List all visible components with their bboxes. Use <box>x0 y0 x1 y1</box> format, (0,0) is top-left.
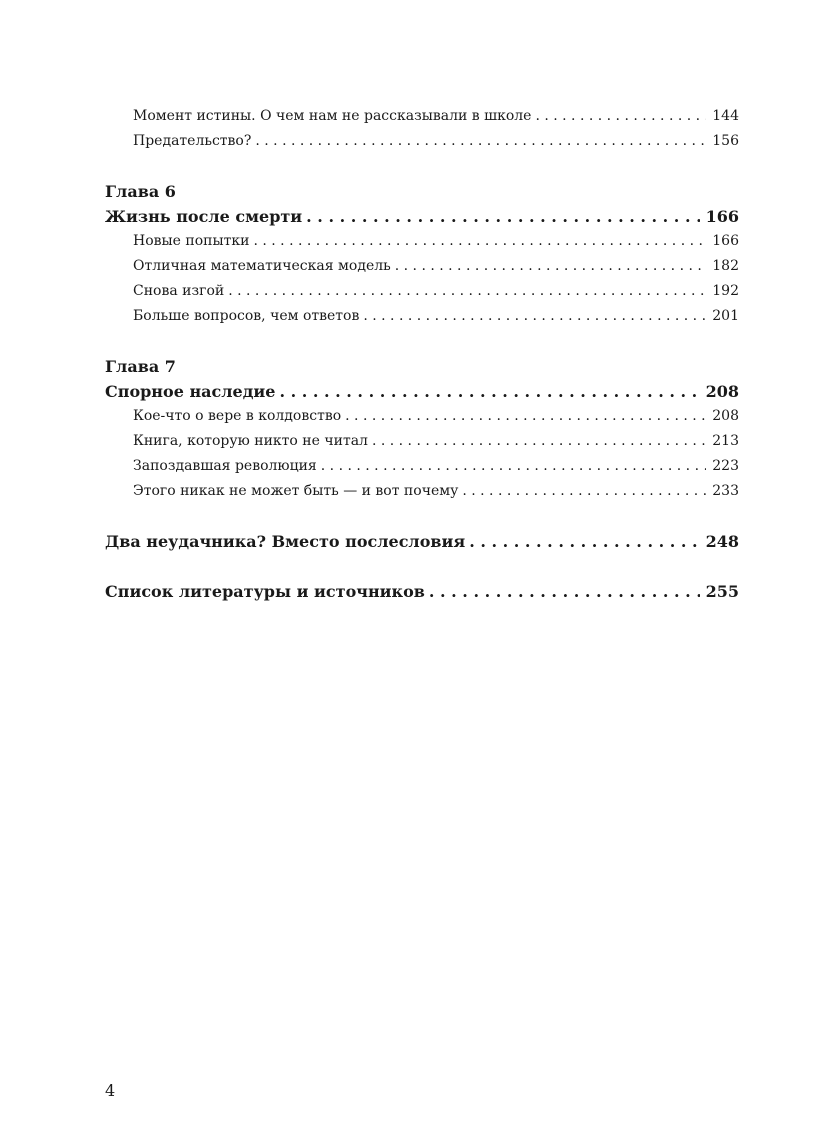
afterword-title: Два неудачника? Вместо послесловия <box>105 532 466 551</box>
bibliography-entry[interactable] <box>105 579 739 604</box>
toc-entry-title: Предательство? <box>133 133 252 149</box>
dot-leader <box>253 229 706 254</box>
dot-leader <box>429 579 700 604</box>
toc-entry-title: Больше вопросов, чем ответов <box>133 308 360 324</box>
toc-entry-title: Снова изгой <box>133 283 225 299</box>
chapter-6-label: Глава 6 <box>105 182 176 201</box>
toc-entry[interactable] <box>105 454 739 479</box>
toc-entry[interactable] <box>105 104 739 129</box>
dot-leader <box>306 204 699 229</box>
toc-entry-title: Отличная математическая модель <box>133 258 391 274</box>
toc-entry-page: 208 <box>712 408 739 424</box>
chapter-6-entry[interactable] <box>105 204 739 229</box>
toc-entry-title: Новые попытки <box>133 233 250 249</box>
toc-entry[interactable] <box>105 429 739 454</box>
chapter-page: 166 <box>705 207 739 226</box>
spacer <box>105 154 739 179</box>
chapter-7-entry[interactable] <box>105 379 739 404</box>
toc-entry-page: 144 <box>712 108 739 124</box>
toc-entry-page: 201 <box>712 308 739 324</box>
dot-leader <box>321 454 707 479</box>
spacer <box>105 554 739 579</box>
toc-entry[interactable] <box>105 129 739 154</box>
dot-leader <box>228 279 706 304</box>
toc-entry-page: 223 <box>712 458 739 474</box>
dot-leader <box>345 404 706 429</box>
bibliography-title: Список литературы и источников <box>105 582 425 601</box>
dot-leader <box>279 379 699 404</box>
afterword-entry[interactable] <box>105 529 739 554</box>
dot-leader <box>372 429 706 454</box>
toc-entry-title: Момент истины. О чем нам не рассказывали в школе <box>133 108 532 124</box>
spacer <box>105 329 739 354</box>
toc-entry-page: 166 <box>712 233 739 249</box>
toc-entry-page: 156 <box>712 133 739 149</box>
toc-entry[interactable] <box>105 279 739 304</box>
toc-entry[interactable] <box>105 229 739 254</box>
toc-entry-title: Кое-что о вере в колдовство <box>133 408 342 424</box>
page-number: 4 <box>105 1081 116 1100</box>
toc-entry-page: 213 <box>712 433 739 449</box>
dot-leader <box>363 304 706 329</box>
dot-leader <box>255 129 706 154</box>
toc-entry-page: 233 <box>712 483 739 499</box>
toc-entry[interactable] <box>105 479 739 504</box>
toc-entry[interactable] <box>105 404 739 429</box>
toc-entry[interactable] <box>105 254 739 279</box>
chapter-title: Жизнь после смерти <box>105 207 303 226</box>
afterword-page: 248 <box>705 532 739 551</box>
chapter-page: 208 <box>705 382 739 401</box>
dot-leader <box>469 529 699 554</box>
toc-entry-title: Этого никак не может быть — и вот почему <box>133 483 459 499</box>
dot-leader <box>462 479 706 504</box>
toc-entry-page: 192 <box>712 283 739 299</box>
toc-entry[interactable] <box>105 304 739 329</box>
chapter-title: Спорное наследие <box>105 382 276 401</box>
toc-entry-title: Книга, которую никто не читал <box>133 433 368 449</box>
dot-leader <box>535 104 706 129</box>
toc-entry-page: 182 <box>712 258 739 274</box>
table-of-contents <box>105 104 739 604</box>
spacer <box>105 504 739 529</box>
bibliography-page: 255 <box>705 582 739 601</box>
dot-leader <box>395 254 707 279</box>
toc-entry-title: Запоздавшая революция <box>133 458 317 474</box>
chapter-7-label: Глава 7 <box>105 357 176 376</box>
